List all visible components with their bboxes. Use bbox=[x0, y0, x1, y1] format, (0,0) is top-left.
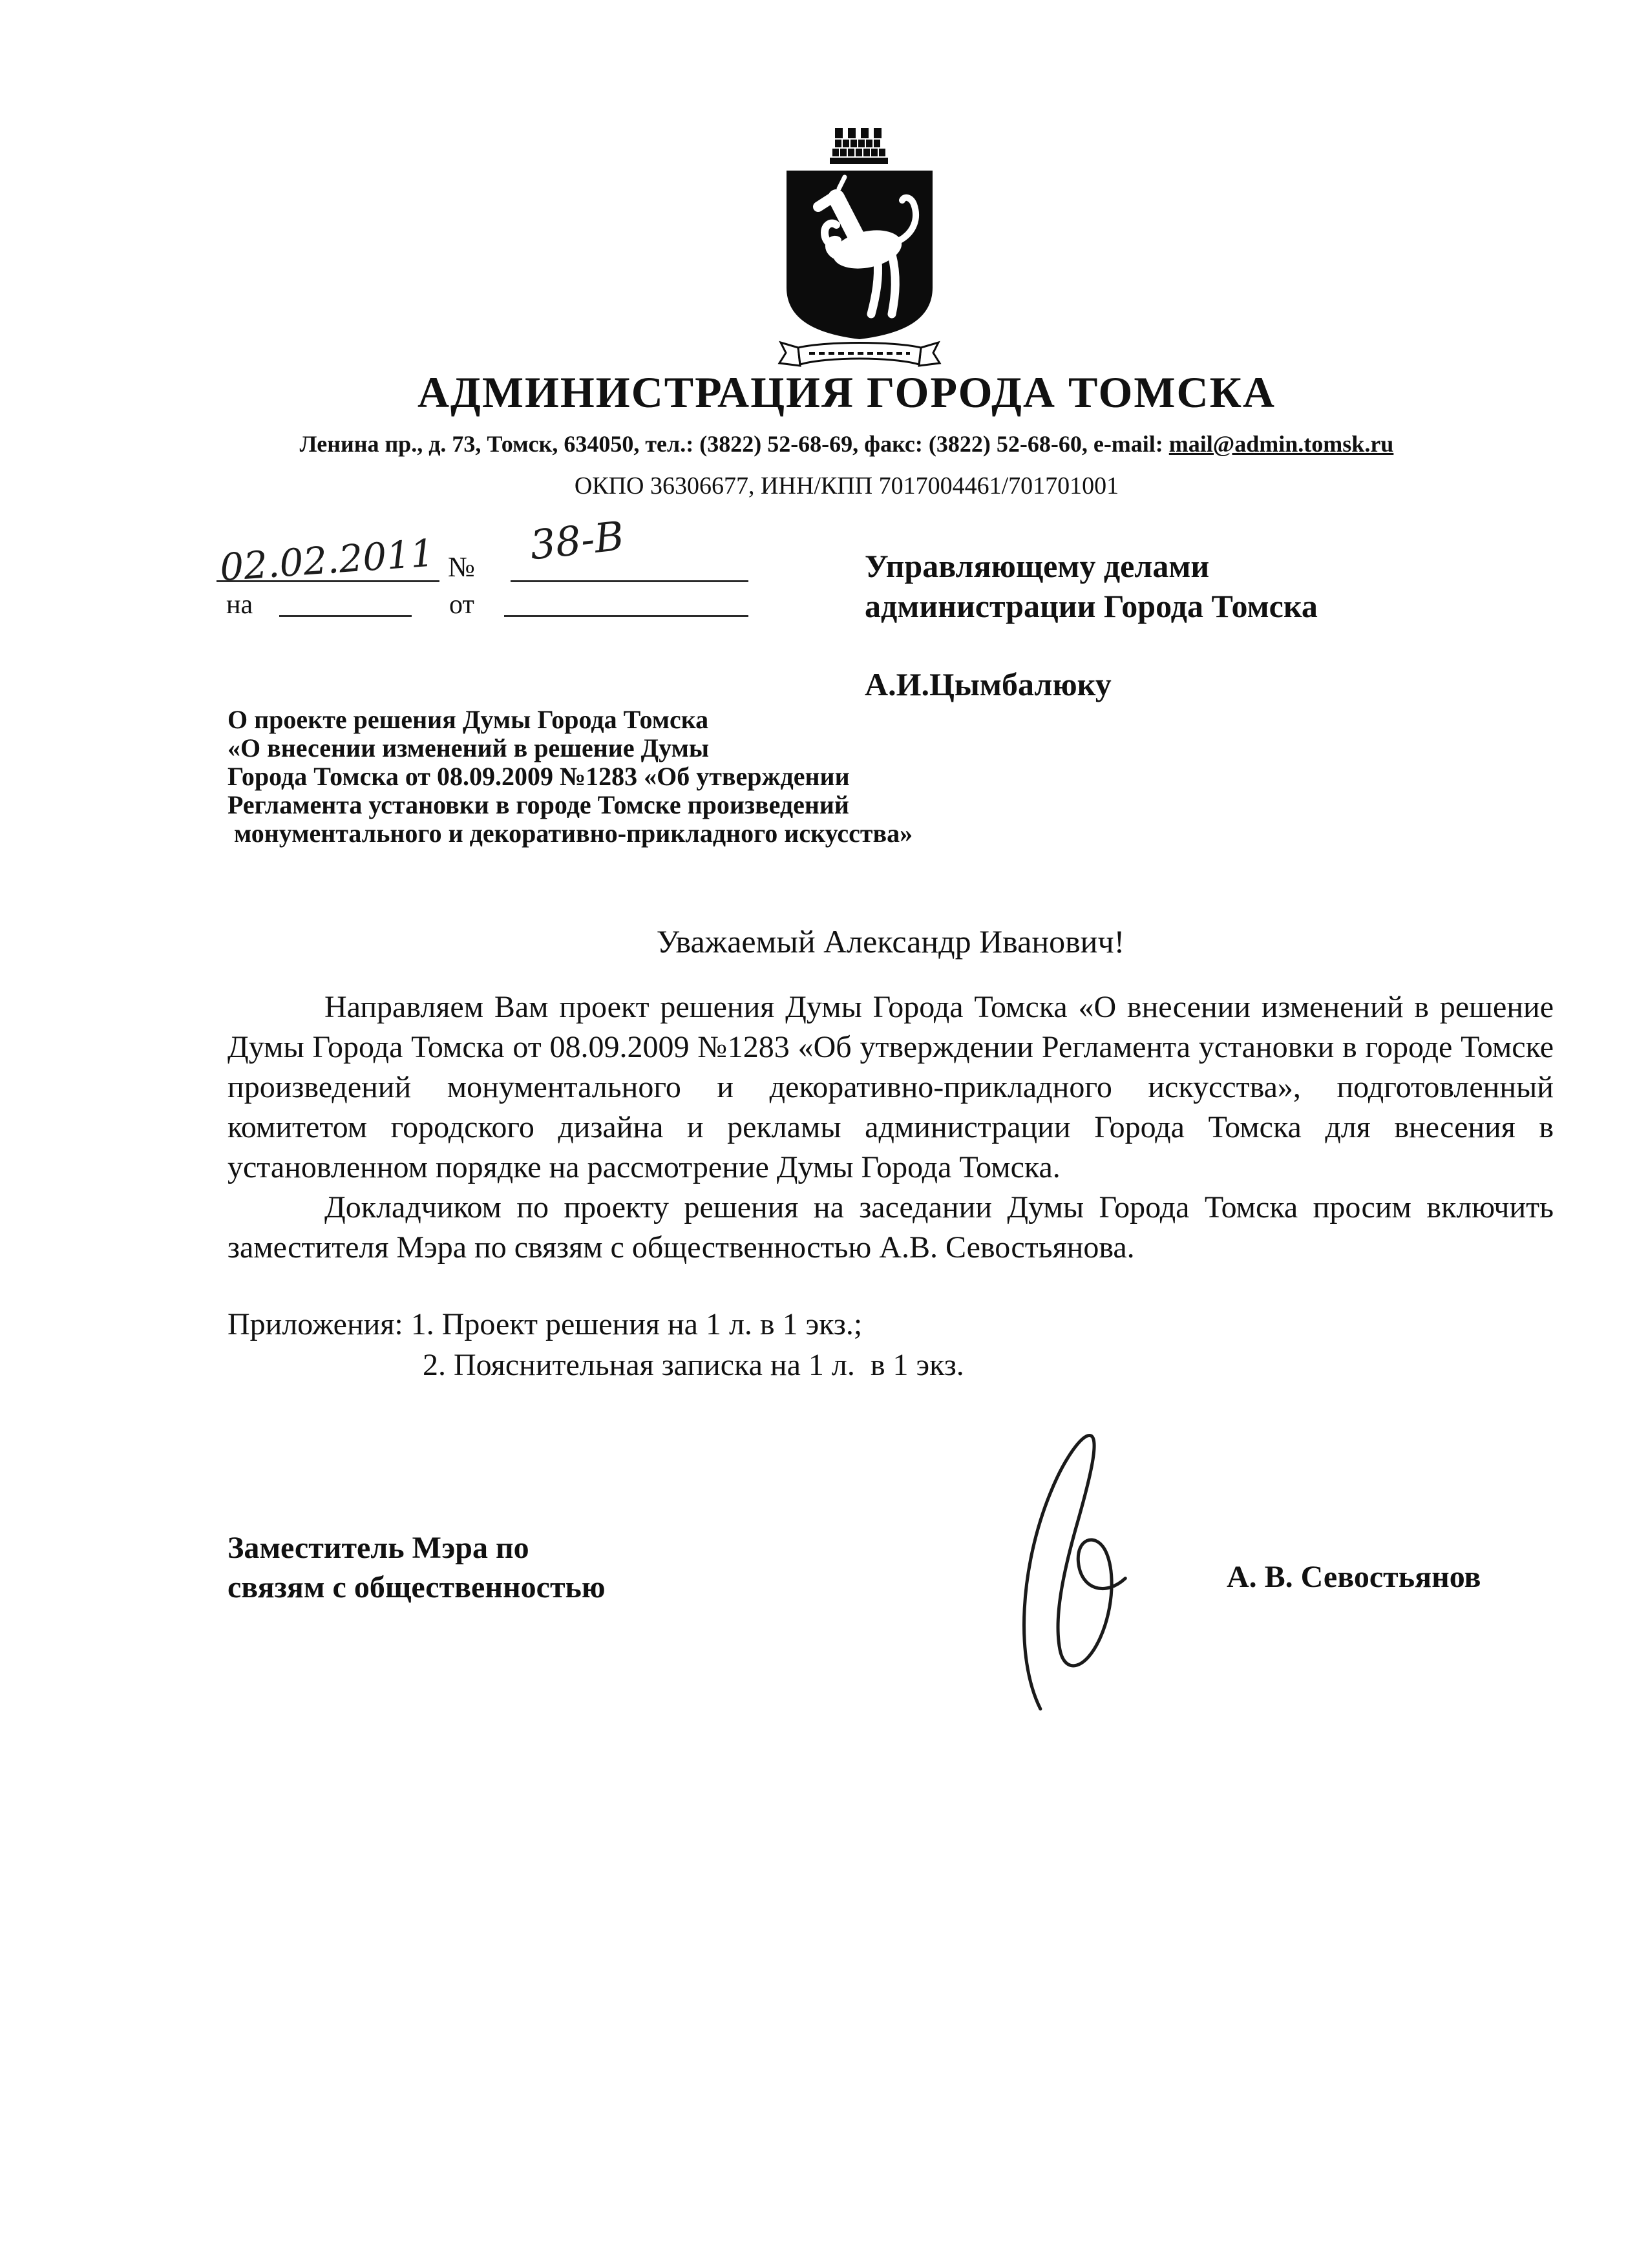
handwritten-signature-icon bbox=[1000, 1422, 1159, 1722]
attachment-item-2: 2. Пояснительная записка на 1 л. в 1 экз. bbox=[423, 1348, 964, 1382]
codes-line: ОКПО 36306677, ИНН/КПП 7017004461/701701001 bbox=[574, 472, 1119, 499]
subject-line: Регламента установки в городе Томске произведений bbox=[227, 790, 849, 819]
na-label: на bbox=[226, 590, 253, 620]
attachment-line-1 bbox=[227, 1304, 964, 1345]
attachments-label: Приложения: bbox=[227, 1307, 403, 1341]
date-underline bbox=[217, 580, 439, 582]
org-name: АДМИНИСТРАЦИЯ ГОРОДА ТОМСКА bbox=[417, 368, 1276, 417]
crown-icon bbox=[830, 128, 888, 164]
ot-underline bbox=[504, 615, 748, 617]
attachment-item-1: 1. Проект решения на 1 л. в 1 экз.; bbox=[410, 1307, 863, 1341]
signer-position-line1: Заместитель Мэра по bbox=[227, 1531, 529, 1565]
addressee-line2: администрации Города Томска bbox=[865, 588, 1318, 624]
subject-line: монументального и декоративно-прикладного искусства» bbox=[227, 819, 913, 848]
ribbon-banner bbox=[779, 342, 940, 366]
body-paragraph-2: Докладчиком по проекту решения на заседании Думы Города Томска просим включить заместителя Мэра по связям с общественностью А.В. Севостьянова. bbox=[227, 1190, 1554, 1265]
subject-line: «О внесении изменений в решение Думы bbox=[227, 733, 710, 762]
contact-text: Ленина пр., д. 73, Томск, 634050, тел.: (3822) 52-68-69, факс: (3822) 52-68-60, e-mail: bbox=[299, 431, 1169, 457]
handwritten-date: 02.02.2011 bbox=[218, 530, 436, 590]
number-underline bbox=[511, 580, 748, 582]
tomsk-coat-of-arms-icon bbox=[769, 123, 950, 376]
letter-body bbox=[227, 987, 1554, 1268]
subject-line: О проекте решения Думы Города Томска bbox=[227, 705, 709, 734]
subject-block bbox=[227, 706, 913, 848]
addressee-name: А.И.Цымбалюку bbox=[865, 666, 1112, 702]
ot-label: от bbox=[449, 590, 474, 620]
signer-name: А. В. Севостьянов bbox=[1227, 1560, 1481, 1594]
na-underline bbox=[279, 615, 412, 617]
addressee-block bbox=[865, 546, 1318, 626]
contact-line bbox=[65, 430, 1629, 457]
attachments-block bbox=[227, 1304, 964, 1385]
handwritten-number: 38-В bbox=[527, 512, 626, 569]
signer-position-line2: связям с общественностью bbox=[227, 1570, 606, 1604]
body-paragraph-1: Направляем Вам проект решения Думы Города Томска «О внесении изменений в решение Думы Города Томска от 08.09.2009 №1283 «Об утверждении Регламента установки в городе Томске произведений монументального и декоративно-прикладного искусства», подготовленный комитетом городского дизайна и рекламы администрации Города Томска для внесения в установленном порядке на рассмотрение Думы Города Томска. bbox=[227, 990, 1554, 1184]
email-link[interactable]: mail@admin.tomsk.ru bbox=[1168, 431, 1394, 457]
number-sign-label: № bbox=[448, 551, 475, 583]
addressee-line1: Управляющему делами bbox=[865, 548, 1210, 584]
salutation: Уважаемый Александр Иванович! bbox=[656, 923, 1125, 960]
subject-line: Города Томска от 08.09.2009 №1283 «Об утверждении bbox=[227, 762, 850, 791]
signer-position bbox=[227, 1528, 606, 1607]
